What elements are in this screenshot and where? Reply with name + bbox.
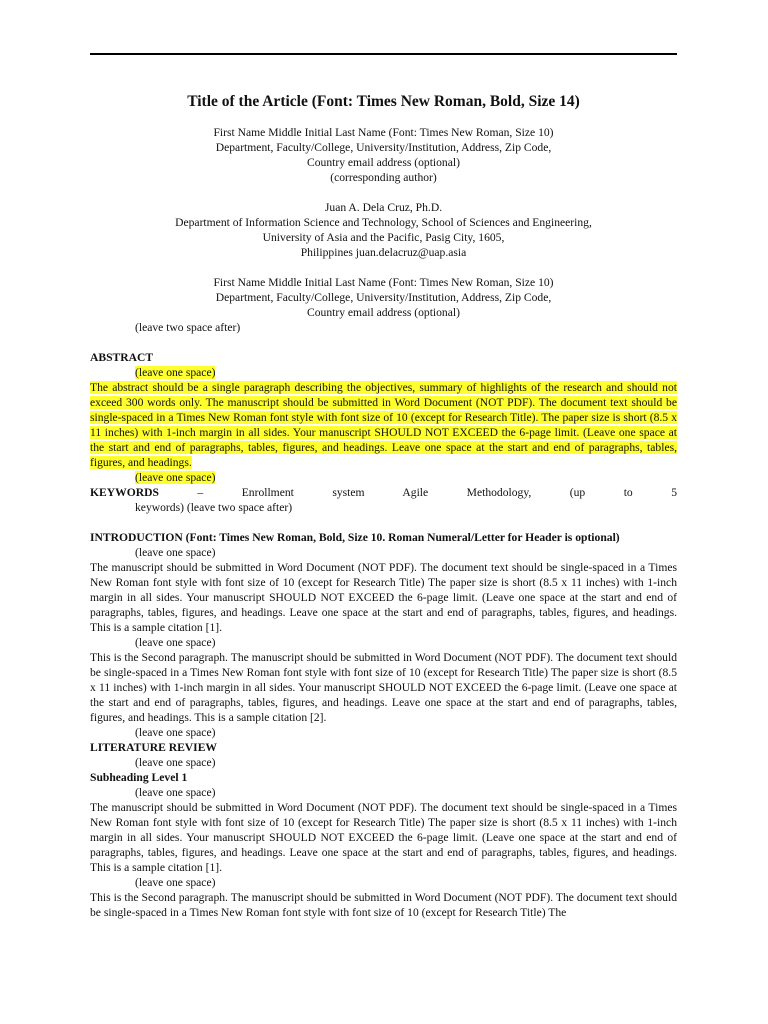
highlighted-note: (leave one space) xyxy=(135,471,216,484)
author-block-2 xyxy=(90,200,677,260)
keywords-line xyxy=(90,485,677,500)
article-title: Title of the Article (Font: Times New Roman, Bold, Size 14) xyxy=(187,93,580,110)
author-line: (corresponding author) xyxy=(330,171,437,184)
introduction-heading: INTRODUCTION xyxy=(90,531,183,544)
highlighted-note: (leave one space) xyxy=(135,366,216,379)
subheading-level-1: Subheading Level 1 xyxy=(90,771,188,784)
spacing-note xyxy=(90,470,677,485)
author-line: Department of Information Science and Technology, School of Sciences and Engineering, xyxy=(175,216,592,229)
author-line: First Name Middle Initial Last Name (Font: Times New Roman, Size 10) xyxy=(213,276,554,289)
author-block-3 xyxy=(90,275,677,320)
keywords-continuation: keywords) (leave two space after) xyxy=(135,501,293,514)
spacing-note: (leave one space) xyxy=(135,636,216,649)
author-line: Department, Faculty/College, University/Institution, Address, Zip Code, xyxy=(215,291,552,304)
spacing-note: (leave two space after) xyxy=(135,321,241,334)
author-block-1 xyxy=(90,125,677,185)
spacing-note: (leave one space) xyxy=(135,756,216,769)
abstract-heading: ABSTRACT xyxy=(90,351,154,364)
keywords-label: KEYWORDS xyxy=(90,486,159,499)
author-line: Country email address (optional) xyxy=(307,156,460,169)
literature-paragraph-1: The manuscript should be submitted in Word Document (NOT PDF). The document text should be single-spaced in a Times New Roman font style with font size of 10 (except for Research Title) The paper size is short (8.5 x 11 inches) with 1-inch margin in all sides. Your manuscript SHOULD NOT EXCEED the 6-page limit. (Leave one space at the start and end of paragraphs, tables, figures, and headings. Leave one space at the start and end of paragraphs, tables, figures, and headings. This is a sample citation [1]. xyxy=(90,801,677,874)
introduction-heading-note: (Font: Times New Roman, Bold, Size 10. Roman Numeral/Letter for Header is optional) xyxy=(182,531,620,544)
literature-review-heading: LITERATURE REVIEW xyxy=(90,741,218,754)
author-line: University of Asia and the Pacific, Pasig City, 1605, xyxy=(262,231,505,244)
spacing-note xyxy=(90,365,677,380)
author-line: Country email address (optional) xyxy=(307,306,460,319)
spacing-note: (leave one space) xyxy=(135,786,216,799)
introduction-heading-line xyxy=(90,530,677,545)
introduction-paragraph-2: This is the Second paragraph. The manuscript should be submitted in Word Document (NOT PDF). The document text should be single-spaced in a Times New Roman font style with font size of 10 (except for Research Title) The paper size is short (8.5 x 11 inches) with 1-inch margin in all sides. Your manuscript SHOULD NOT EXCEED the 6-page limit. (Leave one space at the start and end of paragraphs, tables, figures, and headings. Leave one space at the start and end of paragraphs, tables, figures, and headings. This is a sample citation [2]. xyxy=(90,651,677,724)
spacing-note: (leave one space) xyxy=(135,726,216,739)
spacing-note: (leave one space) xyxy=(135,546,216,559)
keywords-text: – Enrollment system Agile Methodology, (up to 5 xyxy=(158,486,677,499)
author-line: Department, Faculty/College, University/Institution, Address, Zip Code, xyxy=(215,141,552,154)
document-body xyxy=(90,92,677,920)
author-line: Philippines juan.delacruz@uap.asia xyxy=(300,246,467,259)
author-line: First Name Middle Initial Last Name (Font: Times New Roman, Size 10) xyxy=(213,126,554,139)
abstract-paragraph xyxy=(90,380,677,470)
literature-paragraph-2: This is the Second paragraph. The manuscript should be submitted in Word Document (NOT PDF). The document text should be single-spaced in a Times New Roman font style with font size of 10 (except for Research Title) The xyxy=(90,891,677,919)
spacing-note: (leave one space) xyxy=(135,876,216,889)
top-rule xyxy=(90,53,677,55)
abstract-text: The abstract should be a single paragraph describing the objectives, summary of highlights of the research and should not exceed 300 words only. The manuscript should be submitted in Word Document (NOT PDF). The document text should be single-spaced in a Times New Roman font style with font size of 10 (except for Research Title). The paper size is short (8.5 x 11 inches) with 1-inch margin in all sides. Your manuscript SHOULD NOT EXCEED the 6-page limit. (Leave one space at the start and end of paragraphs, tables, figures, and headings. Leave one space at the start and end of paragraphs, tables, figures, and headings. xyxy=(90,381,677,469)
introduction-paragraph-1: The manuscript should be submitted in Word Document (NOT PDF). The document text should be single-spaced in a Times New Roman font style with font size of 10 (except for Research Title) The paper size is short (8.5 x 11 inches) with 1-inch margin in all sides. Your manuscript SHOULD NOT EXCEED the 6-page limit. (Leave one space at the start and end of paragraphs, tables, figures, and headings. Leave one space at the start and end of paragraphs, tables, figures, and headings. This is a sample citation [1]. xyxy=(90,561,677,634)
author-line: Juan A. Dela Cruz, Ph.D. xyxy=(324,201,443,214)
